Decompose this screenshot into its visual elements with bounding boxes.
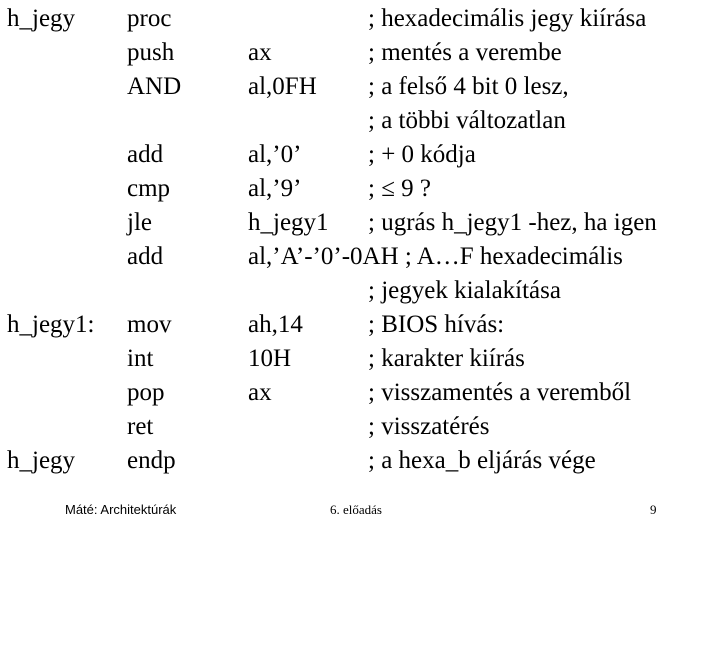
code-comment: ; a többi változatlan <box>368 107 566 134</box>
code-line <box>0 138 720 172</box>
code-mnemonic: int <box>127 345 154 372</box>
code-comment: ; hexadecimális jegy kiírása <box>368 5 647 32</box>
code-comment: ; ugrás h_jegy1 -hez, ha igen <box>368 209 657 236</box>
code-mnemonic: proc <box>127 5 172 32</box>
code-operand: al,’0’ <box>248 141 302 168</box>
code-line <box>0 376 720 410</box>
code-operand: ax <box>248 39 272 66</box>
code-mnemonic: AND <box>127 73 182 100</box>
code-comment: ; a felső 4 bit 0 lesz, <box>368 73 569 100</box>
code-operand: al,0FH <box>248 73 317 100</box>
code-line <box>0 308 720 342</box>
code-comment: ; BIOS hívás: <box>368 311 505 338</box>
code-label: h_jegy <box>7 447 76 474</box>
code-operand: ax <box>248 379 272 406</box>
code-operand: ah,14 <box>248 311 303 338</box>
code-operand: al,’9’ <box>248 175 302 202</box>
code-line <box>0 410 720 444</box>
code-line <box>0 206 720 240</box>
code-comment: ; + 0 kódja <box>368 141 476 168</box>
code-operand-with-comment <box>248 240 623 274</box>
code-comment: ; mentés a verembe <box>368 39 562 66</box>
code-line <box>0 274 720 308</box>
code-comment: ; karakter kiírás <box>368 345 525 372</box>
code-line <box>0 342 720 376</box>
code-operand: 10H <box>248 345 292 372</box>
code-line <box>0 240 720 274</box>
code-mnemonic: pop <box>127 379 165 406</box>
code-line <box>0 36 720 70</box>
code-operand: h_jegy1 <box>248 209 329 236</box>
code-line <box>0 104 720 138</box>
code-comment: ; visszatérés <box>368 413 490 440</box>
code-line <box>0 172 720 206</box>
code-operand: al,’A’-’0’-0AH <box>248 243 399 270</box>
code-line <box>0 2 720 36</box>
footer-author: Máté: Architektúrák <box>65 502 177 517</box>
code-mnemonic: add <box>127 141 164 168</box>
footer-lecture: 6. előadás <box>330 502 382 517</box>
code-mnemonic: ret <box>127 413 154 440</box>
code-mnemonic: push <box>127 39 175 66</box>
code-mnemonic: endp <box>127 447 176 474</box>
code-comment: ; visszamentés a veremből <box>368 379 632 406</box>
code-mnemonic: mov <box>127 311 172 338</box>
code-comment: ; ≤ 9 ? <box>368 175 432 202</box>
code-mnemonic: cmp <box>127 175 171 202</box>
code-mnemonic: jle <box>127 209 152 236</box>
code-label: h_jegy1: <box>7 311 95 338</box>
code-line <box>0 70 720 104</box>
code-mnemonic: add <box>127 243 164 270</box>
code-comment: ; a hexa_b eljárás vége <box>368 447 596 474</box>
code-line <box>0 444 720 478</box>
code-comment: ; jegyek kialakítása <box>368 277 561 304</box>
footer-page-number: 9 <box>650 502 657 517</box>
code-comment: ; A…F hexadecimális <box>404 243 623 270</box>
code-label: h_jegy <box>7 5 76 32</box>
